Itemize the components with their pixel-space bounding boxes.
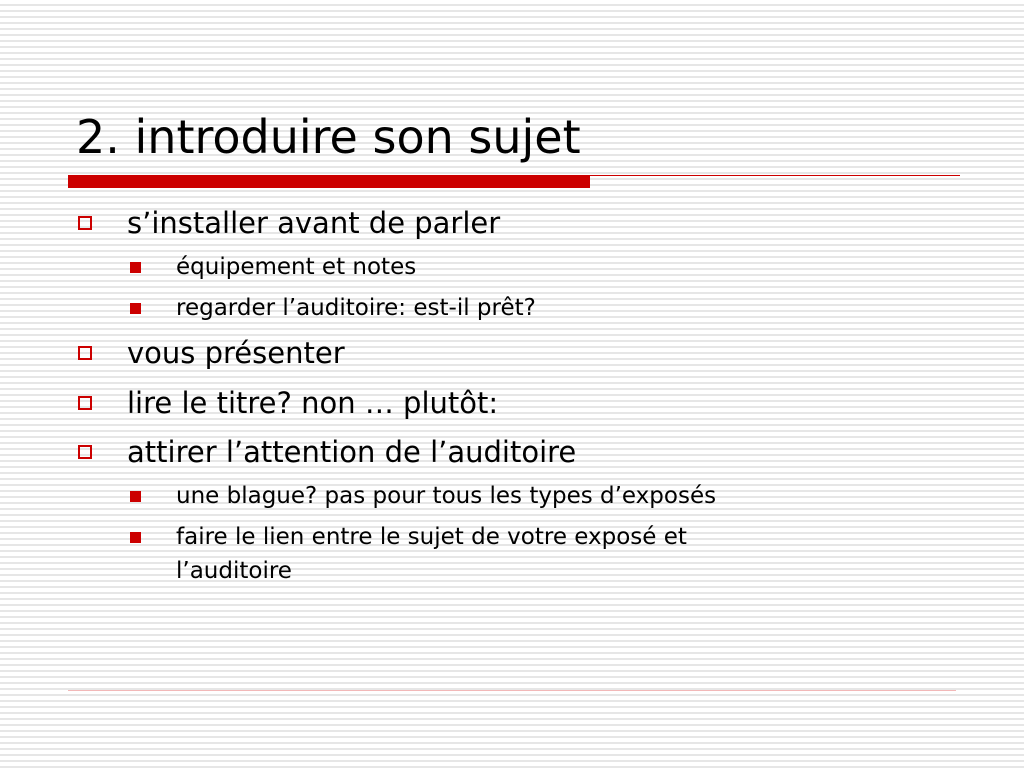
sub-bullet-text: faire le lien entre le sujet de votre exposé et: [176, 524, 687, 550]
sub-bullet-text: équipement et notes: [176, 254, 417, 280]
footer-divider: [68, 690, 956, 691]
bullet-text: s’installer avant de parler: [127, 206, 501, 240]
sub-bullet-text: regarder l’auditoire: est-il prêt?: [176, 295, 536, 321]
bullet-text: vous présenter: [127, 336, 345, 370]
hollow-square-icon: [78, 216, 92, 230]
sub-bullet-text: une blague? pas pour tous les types d’exposés: [176, 483, 717, 509]
bullet-text: lire le titre? non … plutôt:: [127, 386, 499, 420]
sub-bullet-text-continuation: l’auditoire: [176, 558, 292, 584]
filled-square-icon: [130, 262, 141, 273]
slide-title: 2. introduire son sujet: [76, 110, 581, 164]
hollow-square-icon: [78, 445, 92, 459]
filled-square-icon: [130, 303, 141, 314]
hollow-square-icon: [78, 346, 92, 360]
bullet-text: attirer l’attention de l’auditoire: [127, 435, 577, 469]
hollow-square-icon: [78, 396, 92, 410]
filled-square-icon: [130, 491, 141, 502]
filled-square-icon: [130, 532, 141, 543]
